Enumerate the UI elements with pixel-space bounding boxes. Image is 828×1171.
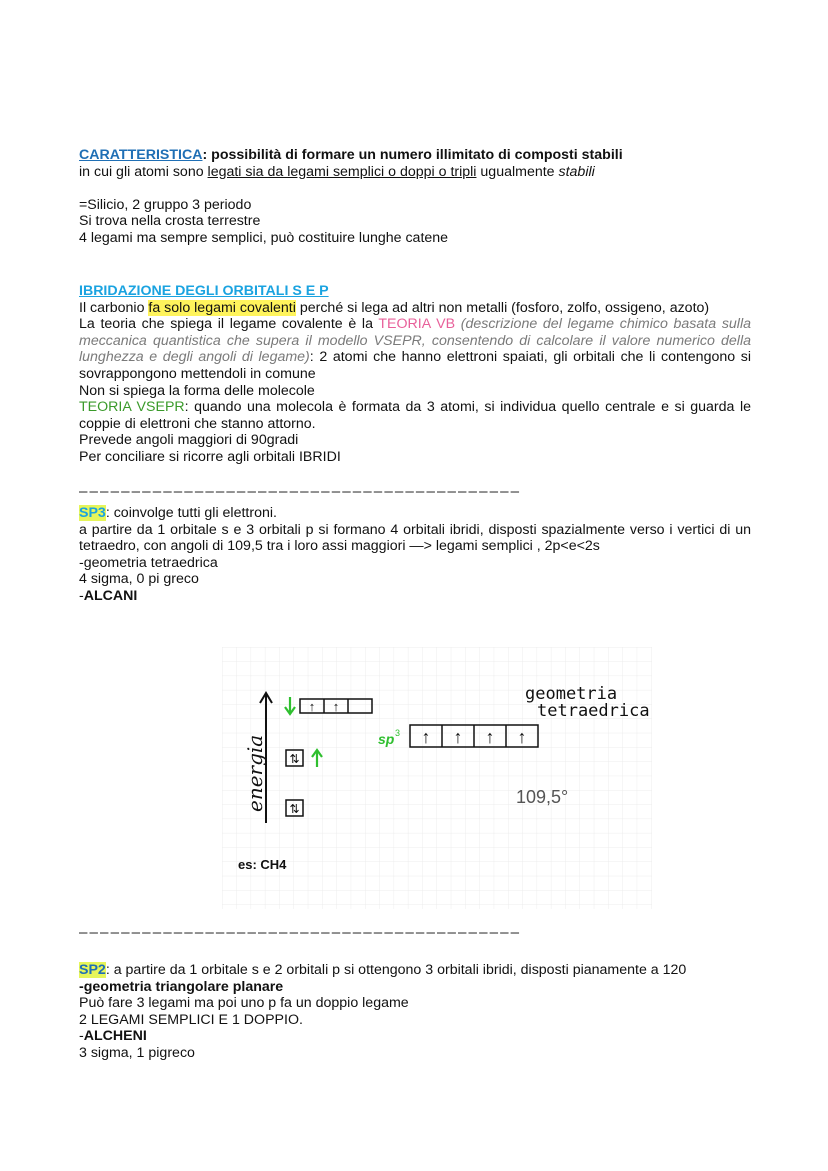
sigma-line: 4 sigma, 0 pi greco — [79, 571, 199, 588]
geometry-label-line2: tetraedrica — [537, 701, 650, 721]
section-sp3 — [79, 505, 751, 605]
example-label: es: CH4 — [238, 857, 287, 872]
alcani-label: ALCANI — [83, 587, 138, 604]
ibridi-line: Per conciliare si ricorre agli orbitali IBRIDI — [79, 448, 341, 465]
vsepr-paragraph — [79, 399, 751, 432]
up-arrow-icon: ↑ — [332, 699, 340, 714]
legami-line: 4 legami ma sempre semplici, può costituire lunghe catene — [79, 229, 449, 246]
alcheni-label: ALCHENI — [83, 1028, 147, 1045]
text-span: : 2 atomi che hanno elettroni spaiati, gli orbitali che li contengono si sovrappongono mettendoli in comune — [79, 349, 751, 382]
sp2-label: SP2 — [79, 962, 106, 978]
alcani-line — [79, 588, 751, 605]
section-sp2 — [79, 962, 751, 1062]
text-span: - — [79, 1028, 84, 1045]
colon: : — [202, 147, 212, 163]
up-arrow-icon: ↑ — [485, 727, 495, 747]
highlighted-text: fa solo legami covalenti — [148, 299, 296, 316]
ibridazione-title: IBRIDAZIONE DEGLI ORBITALI S E P — [79, 283, 329, 299]
pigreco-line: 3 sigma, 1 pigreco — [79, 1044, 195, 1061]
alcheni-line — [79, 1028, 751, 1045]
hybridization-figure — [222, 647, 652, 909]
section-ibridazione — [79, 283, 751, 466]
sp2-heading — [79, 962, 751, 979]
text-span: : coinvolge tutti gli elettroni. — [105, 505, 277, 521]
paired-arrows-icon: ⇅ — [289, 752, 300, 766]
ibridazione-heading — [79, 283, 751, 300]
divider-2: —————————————————————————————————————————— — [79, 925, 522, 941]
text-span: perché si lega ad altri non metalli (fosforo, zolfo, ossigeno, azoto) — [295, 299, 710, 316]
doppio-legame-line: Può fare 3 legami ma poi uno p fa un doppio legame — [79, 995, 409, 1012]
sp3-label: SP3 — [79, 505, 106, 521]
geometria-tetraedrica-line: -geometria tetraedrica — [79, 554, 218, 571]
caratteristica-heading — [79, 147, 751, 164]
divider-1: —————————————————————————————————————————— — [79, 484, 522, 500]
forma-molecole-line: Non si spiega la forma delle molecole — [79, 382, 315, 399]
italic-text: stabili — [558, 163, 595, 180]
angle-label: 109,5° — [516, 787, 569, 807]
teoria-vb-paragraph — [79, 316, 751, 382]
text-span: La teoria che spiega il legame covalente è la — [79, 316, 379, 333]
angoli-line: Prevede angoli maggiori di 90gradi — [79, 432, 299, 449]
up-arrow-icon: ↑ — [421, 727, 431, 747]
sp3-paragraph: a partire da 1 orbitale s e 3 orbitali p si formano 4 orbitali ibridi, disposti spazialmente verso i vertici di un tetraedro, con angoli di 109,5 tra i loro assi maggiori —> legami semplici , 2p<e<2s — [79, 521, 751, 555]
text-span: - — [79, 587, 84, 604]
teoria-vb-label: TEORIA VB — [378, 316, 456, 333]
up-arrow-icon: ↑ — [453, 727, 463, 747]
sp3-heading — [79, 505, 751, 522]
caratteristica-title: CARATTERISTICA — [79, 147, 203, 163]
sp3-orbital-boxes — [410, 725, 538, 747]
paired-arrows-icon: ⇅ — [289, 802, 300, 816]
text-span: Il carbonio — [79, 299, 149, 316]
text-span: : quando una molecola è formata da 3 atomi, si individua quello centrale e si guarda le coppie di elettroni che stanno attorno. — [79, 399, 751, 432]
caratteristica-line2 — [79, 164, 751, 181]
text-span: in cui gli atomi sono — [79, 163, 208, 180]
energy-label: energia — [243, 734, 267, 812]
crosta-line: Si trova nella crosta terrestre — [79, 213, 261, 230]
teoria-vb-description: (descrizione del legame chimico basata sulla meccanica quantistica che supera il modello VSEPR, consentendo di calcolare il valore numerico della lunghezza e degli angoli di legame) — [79, 316, 751, 366]
up-arrow-icon: ↑ — [517, 727, 527, 747]
sp3-hybrid-label: sp — [378, 731, 395, 747]
geometria-triangolare-line: -geometria triangolare planare — [79, 978, 284, 995]
up-arrow-icon: ↑ — [308, 699, 316, 714]
silicio-line: =Silicio, 2 gruppo 3 periodo — [79, 196, 252, 213]
text-span: : a partire da 1 orbitale s e 2 orbitali p si ottengono 3 orbitali ibridi, disposti pianamente a 120 — [105, 962, 687, 978]
carbonio-paragraph — [79, 300, 751, 317]
geometry-label-line1: geometria — [525, 684, 618, 704]
caratteristica-definition: possibilità di formare un numero illimitato di composti stabili — [211, 147, 623, 163]
section-caratteristica — [79, 147, 751, 247]
sp3-superscript: 3 — [395, 728, 401, 738]
teoria-vsepr-label: TEORIA VSEPR — [79, 399, 185, 416]
legami-semplici-line: 2 LEGAMI SEMPLICI E 1 DOPPIO. — [79, 1011, 303, 1028]
underlined-text: legati sia da legami semplici o doppi o tripli — [207, 163, 477, 180]
text-span: ugualmente — [476, 163, 559, 180]
